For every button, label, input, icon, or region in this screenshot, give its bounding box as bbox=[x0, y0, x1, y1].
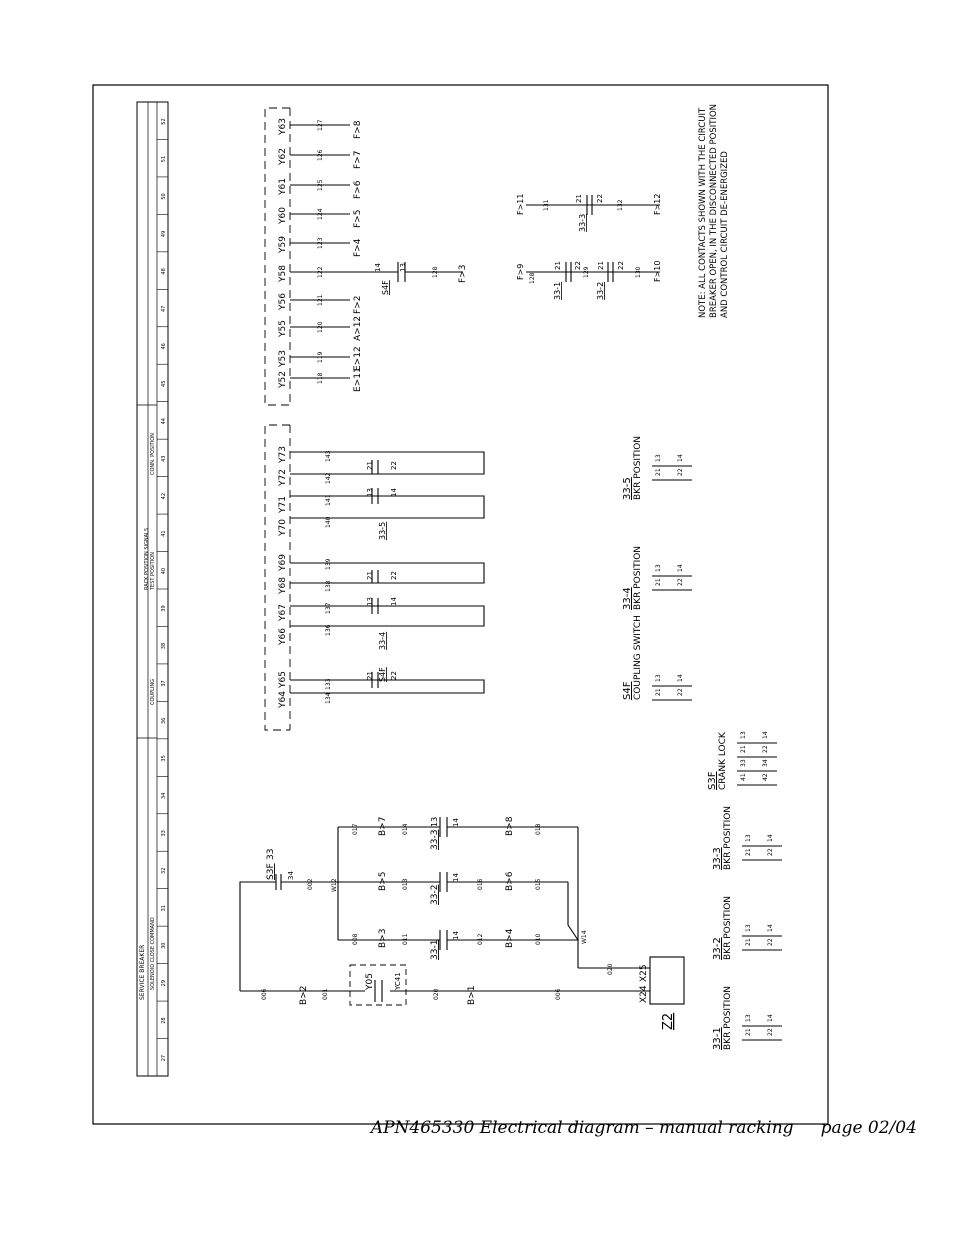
tb-column-number: 40 bbox=[161, 567, 167, 575]
tb-column-number: 27 bbox=[161, 1054, 167, 1062]
legend-pin: 13 bbox=[655, 564, 662, 572]
close-wire-code: 018 bbox=[535, 823, 542, 835]
rack-terminal-label: Y68 bbox=[278, 577, 288, 594]
contact-legend bbox=[622, 436, 782, 1050]
tb-rack-position-signals: RACK POSITION SIGNALS bbox=[144, 528, 150, 590]
contact-33: 33 bbox=[266, 848, 276, 860]
coupling-contact-labels bbox=[374, 263, 407, 295]
rack-pin-22c: 22 bbox=[390, 671, 398, 680]
legend-pin: 14 bbox=[767, 1014, 774, 1022]
rack-wire-code: 142 bbox=[325, 472, 332, 484]
tb-column-number: 30 bbox=[161, 942, 167, 949]
coupling-signal-wire-codes bbox=[317, 119, 439, 384]
legend-pin: 21 bbox=[655, 578, 662, 586]
rack-terminal-label: Y73 bbox=[278, 446, 288, 463]
legend-pin: 21 bbox=[740, 745, 747, 753]
close-wire-code: 001 bbox=[322, 988, 329, 1000]
footer-page-number: page 02/04 bbox=[820, 1118, 917, 1138]
coupling-wire-code: 126 bbox=[317, 149, 324, 161]
legend-item-name: 33-2 bbox=[712, 937, 723, 960]
legend-pin: 13 bbox=[740, 731, 747, 739]
note-line-1: NOTE: ALL CONTACTS SHOWN WITH THE CIRCUIT bbox=[698, 107, 708, 318]
coupling-end-label: E>12 bbox=[353, 346, 363, 371]
svg-text:128: 128 bbox=[529, 272, 536, 284]
legend-pin: 14 bbox=[677, 564, 684, 572]
legend-item-desc: BKR POSITION bbox=[723, 805, 733, 870]
close-wire-code: 020 bbox=[433, 988, 440, 1000]
contact-s3f: S3F bbox=[266, 863, 276, 880]
tb-column-number: 50 bbox=[161, 193, 167, 200]
legend-pin: 22 bbox=[677, 578, 684, 586]
coupling-signal-terminals bbox=[278, 118, 288, 389]
coupling-end-label: F>4 bbox=[353, 238, 363, 257]
coupling-terminal-label: Y59 bbox=[278, 236, 288, 253]
pin-14b: 14 bbox=[452, 873, 460, 882]
tb-column-number: 38 bbox=[161, 642, 167, 650]
pin-13a: 13 bbox=[430, 816, 439, 827]
close-wire-code: 006 bbox=[555, 988, 562, 1000]
legend-pin: 22 bbox=[677, 688, 684, 696]
tb-column-number: 45 bbox=[161, 380, 167, 387]
contact-33-1: 33-1 bbox=[430, 939, 440, 960]
legend-pin: 22 bbox=[767, 938, 774, 946]
tb-coupling: COUPLING bbox=[150, 679, 156, 705]
coupling-terminal-label: Y56 bbox=[278, 293, 288, 310]
term-b5: B>5 bbox=[378, 871, 388, 891]
close-wire-code: 008 bbox=[352, 933, 359, 945]
coupling-contact-s4f: S4F bbox=[381, 280, 390, 295]
tb-solenoid-close: SOLENOID CLOSE COMMAND bbox=[150, 917, 156, 990]
coupling-end-label: F>7 bbox=[353, 150, 363, 169]
tb-column-number: 32 bbox=[161, 867, 167, 874]
rack-pin-14a: 14 bbox=[390, 488, 398, 497]
legend-pin: 21 bbox=[745, 848, 752, 856]
rack-wire-code: 134 bbox=[325, 692, 332, 704]
legend-pin: 22 bbox=[677, 468, 684, 476]
legend-item-name: 33-1 bbox=[712, 1027, 723, 1050]
terminal-x24: X24 bbox=[639, 985, 649, 1003]
rack-signal-terminals bbox=[278, 446, 288, 709]
legend-item-desc: BKR POSITION bbox=[633, 545, 643, 610]
legend-pin: 22 bbox=[762, 745, 769, 753]
rack-terminal-label: Y71 bbox=[278, 496, 288, 513]
coupling-terminal-label: Y62 bbox=[278, 148, 288, 165]
legend-pin: 21 bbox=[655, 468, 662, 476]
legend-pin: 13 bbox=[655, 454, 662, 462]
coupling-wire-code: 122 bbox=[317, 266, 324, 278]
tb-conn-position: CONN. POSITION bbox=[150, 433, 156, 475]
aux-pin-21b: 21 bbox=[597, 261, 605, 270]
tb-column-number: 35 bbox=[161, 755, 167, 762]
contact-33-2: 33-2 bbox=[430, 884, 440, 905]
aux-33-1: 33-1 bbox=[553, 281, 562, 300]
rack-contact-33-4: 33-4 bbox=[378, 631, 387, 650]
aux-f11: F>11 bbox=[516, 193, 525, 215]
legend-item-name: S3F bbox=[707, 771, 718, 790]
tb-column-number: 49 bbox=[161, 230, 167, 238]
coupling-end-label: F>8 bbox=[353, 120, 363, 139]
rack-pin-13b: 13 bbox=[366, 597, 374, 606]
close-wire-code: 014 bbox=[402, 823, 409, 835]
coupling-end-label: E>11 bbox=[353, 367, 363, 392]
rack-pin-13a: 13 bbox=[366, 488, 374, 497]
coupling-wire-code: 128 bbox=[432, 266, 439, 278]
rack-signal-wire-codes bbox=[325, 450, 332, 704]
legend-pin: 21 bbox=[655, 688, 662, 696]
legend-pin: 22 bbox=[767, 1028, 774, 1036]
legend-pin: 13 bbox=[745, 1014, 752, 1022]
close-circuit bbox=[240, 817, 684, 1005]
rack-terminal-label: Y64 bbox=[278, 691, 288, 708]
legend-pin: 42 bbox=[762, 773, 769, 781]
node-w14: W14 bbox=[581, 930, 588, 944]
legend-item-desc: CRANK LOCK bbox=[718, 732, 728, 790]
coupling-wire-code: 124 bbox=[317, 208, 324, 220]
rack-signal-contact-labels bbox=[366, 461, 398, 682]
legend-item-name: 33-4 bbox=[622, 587, 633, 610]
aux-33-3: 33-3 bbox=[578, 213, 587, 232]
legend-pin: 14 bbox=[677, 454, 684, 462]
rack-pin-22b: 22 bbox=[390, 571, 398, 580]
rack-wire-code: 141 bbox=[325, 494, 332, 506]
close-wire-code: 017 bbox=[352, 823, 359, 835]
coupling-wire-code: 127 bbox=[317, 119, 324, 131]
coupling-end-label: F>3 bbox=[458, 264, 468, 283]
rack-pin-21b: 21 bbox=[366, 571, 374, 580]
coupling-terminal-label: Y53 bbox=[278, 350, 288, 367]
aux-f9: F>9 bbox=[516, 263, 525, 280]
coil-y05: Y05 bbox=[365, 973, 375, 990]
term-b7: B>7 bbox=[378, 816, 388, 836]
rack-terminal-label: Y72 bbox=[278, 469, 288, 486]
term-b1: B>1 bbox=[467, 985, 477, 1005]
tb-column-number: 36 bbox=[161, 717, 167, 725]
legend-pin: 13 bbox=[745, 924, 752, 932]
coupling-end-label: F>2 bbox=[353, 295, 363, 314]
coil-z2: Z2 bbox=[661, 1012, 676, 1030]
note-line-2: BREAKER OPEN, IN THE DISCONNECTED POSITION bbox=[709, 103, 719, 318]
note-line-3: AND CONTROL CIRCUIT DE-ENERGIZED bbox=[720, 151, 730, 318]
footer-title bbox=[360, 1098, 917, 1138]
node-w12: W12 bbox=[331, 878, 338, 892]
aux-pin-22b: 22 bbox=[617, 261, 625, 270]
rack-wire-code: 133 bbox=[325, 678, 332, 690]
pin-14c: 14 bbox=[452, 931, 460, 940]
legend-pin: 13 bbox=[655, 674, 662, 682]
term-b8: B>8 bbox=[505, 816, 515, 836]
coupling-wire-code: 119 bbox=[317, 351, 324, 363]
close-wire-code: 002 bbox=[307, 878, 314, 890]
aux-pin-21c: 21 bbox=[575, 194, 583, 203]
coil-z2-box bbox=[650, 957, 684, 1004]
coupling-signal-end-labels bbox=[353, 120, 468, 392]
aux-pin-22a: 22 bbox=[574, 261, 582, 270]
legend-pin: 14 bbox=[677, 674, 684, 682]
coil-yc41: YC41 bbox=[394, 972, 402, 990]
coupling-wire-code: 120 bbox=[317, 321, 324, 333]
coupling-pin-14: 14 bbox=[374, 263, 382, 272]
coupling-end-label: F>5 bbox=[353, 209, 363, 228]
tb-column-number: 48 bbox=[161, 268, 167, 275]
term-b3: B>3 bbox=[378, 928, 388, 948]
terminal-x25: X25 bbox=[639, 964, 649, 982]
tb-column-number: 29 bbox=[161, 979, 167, 987]
tb-column-number: 42 bbox=[161, 492, 167, 500]
legend-pin: 14 bbox=[767, 834, 774, 842]
term-b4: B>4 bbox=[505, 928, 515, 948]
aux-f10: F>10 bbox=[653, 260, 662, 282]
contact-34: 34 bbox=[287, 871, 295, 880]
aux-contact-labels bbox=[516, 194, 662, 300]
legend-pin: 22 bbox=[767, 848, 774, 856]
tb-column-number: 31 bbox=[161, 905, 167, 912]
legend-pin: 21 bbox=[745, 938, 752, 946]
aux-pin-22c: 22 bbox=[596, 194, 604, 203]
aux-f12: F>12 bbox=[653, 193, 662, 215]
rack-terminal-label: Y65 bbox=[278, 671, 288, 688]
pin-14a: 14 bbox=[452, 818, 460, 827]
tb-column-number: 51 bbox=[161, 155, 167, 163]
contact-33-3: 33-3 bbox=[430, 829, 440, 850]
coupling-signals bbox=[265, 108, 462, 405]
legend-item-desc: BKR POSITION bbox=[633, 435, 643, 500]
coupling-wire-code: 123 bbox=[317, 237, 324, 249]
coupling-terminal-label: Y52 bbox=[278, 371, 288, 388]
legend-pin: 41 bbox=[740, 773, 747, 781]
rack-wire-code: 143 bbox=[325, 450, 332, 462]
rack-pin-21a: 21 bbox=[366, 461, 374, 470]
rack-pin-14b: 14 bbox=[390, 597, 398, 606]
aux-pin-21a: 21 bbox=[554, 261, 562, 270]
rack-contact-33-5: 33-5 bbox=[378, 521, 387, 540]
legend-item-name: 33-5 bbox=[622, 477, 633, 500]
legend-pin: 34 bbox=[762, 759, 769, 767]
coupling-wire-code: 125 bbox=[317, 179, 324, 191]
coupling-wire-code: 121 bbox=[317, 294, 324, 306]
rack-contact-s4f: S4F bbox=[378, 667, 387, 682]
close-wire-code: 013 bbox=[402, 878, 409, 890]
title-block bbox=[137, 102, 168, 1076]
rack-terminal-label: Y67 bbox=[278, 604, 288, 621]
svg-text:131: 131 bbox=[543, 199, 550, 211]
term-b6: B>6 bbox=[505, 871, 515, 891]
coupling-wire-code: 118 bbox=[317, 372, 324, 384]
coupling-end-label: A>12 bbox=[353, 315, 363, 341]
svg-text:132: 132 bbox=[617, 199, 624, 211]
legend-pin: 13 bbox=[745, 834, 752, 842]
term-b2: B>2 bbox=[299, 985, 309, 1005]
footer-document-title: APN465330 Electrical diagram – manual racking bbox=[370, 1118, 794, 1138]
aux-33-2: 33-2 bbox=[596, 281, 605, 300]
coupling-terminal-label: Y58 bbox=[278, 265, 288, 282]
tb-column-number: 46 bbox=[161, 343, 167, 350]
tb-column-number: 47 bbox=[161, 305, 167, 313]
legend-pin: 21 bbox=[745, 1028, 752, 1036]
rack-terminal-label: Y69 bbox=[278, 554, 288, 571]
coupling-end-label: F>6 bbox=[353, 180, 363, 199]
legend-item-name: 33-3 bbox=[712, 847, 723, 870]
svg-text:130: 130 bbox=[635, 266, 642, 278]
tb-column-number: 33 bbox=[161, 830, 167, 837]
tb-column-number: 28 bbox=[161, 1017, 167, 1024]
close-wire-code: 020 bbox=[607, 963, 614, 975]
tb-column-number: 37 bbox=[161, 680, 167, 687]
svg-text:129: 129 bbox=[583, 266, 590, 278]
close-wire-code: 011 bbox=[402, 933, 409, 945]
legend-item-name: S4F bbox=[622, 681, 633, 700]
coupling-pin-13: 13 bbox=[399, 263, 407, 272]
coupling-terminal-label: Y61 bbox=[278, 178, 288, 195]
coupling-terminal-label: Y60 bbox=[278, 207, 288, 224]
aux-wire-codes bbox=[529, 199, 642, 284]
rack-pin-22a: 22 bbox=[390, 461, 398, 470]
close-wire-code: 016 bbox=[477, 878, 484, 890]
rack-pin-21c: 21 bbox=[366, 671, 374, 680]
tb-column-number: 34 bbox=[161, 792, 167, 800]
note bbox=[698, 104, 730, 318]
rack-wire-code: 139 bbox=[325, 558, 332, 570]
coupling-terminal-label: Y63 bbox=[278, 118, 288, 135]
close-wire-code: 010 bbox=[535, 933, 542, 945]
legend-item-desc: BKR POSITION bbox=[723, 985, 733, 1050]
tb-column-number: 39 bbox=[161, 605, 167, 612]
close-wire-code: 012 bbox=[477, 933, 484, 945]
tb-column-number: 52 bbox=[161, 118, 167, 125]
tb-column-number: 43 bbox=[161, 455, 167, 462]
rack-terminal-label: Y70 bbox=[278, 519, 288, 536]
rack-terminal-label: Y66 bbox=[278, 628, 288, 645]
legend-item-desc: BKR POSITION bbox=[723, 895, 733, 960]
tb-test-position: TEST POSITION bbox=[150, 552, 156, 590]
tb-column-number: 44 bbox=[161, 418, 167, 425]
close-wire-code: 015 bbox=[535, 878, 542, 890]
legend-pin: 14 bbox=[767, 924, 774, 932]
rack-signals bbox=[265, 425, 484, 730]
legend-pin: 33 bbox=[740, 759, 747, 767]
rack-wire-code: 140 bbox=[325, 516, 332, 528]
tb-service-breaker: SERVICE BREAKER bbox=[139, 944, 146, 1000]
coupling-terminal-label: Y55 bbox=[278, 320, 288, 337]
rack-wire-code: 137 bbox=[325, 602, 332, 614]
close-wire-code: 006 bbox=[261, 988, 268, 1000]
tb-column-number: 41 bbox=[161, 530, 167, 537]
legend-item-desc: COUPLING SWITCH bbox=[633, 615, 643, 700]
rack-wire-code: 138 bbox=[325, 580, 332, 592]
rack-wire-code: 136 bbox=[325, 624, 332, 636]
legend-pin: 14 bbox=[762, 731, 769, 739]
